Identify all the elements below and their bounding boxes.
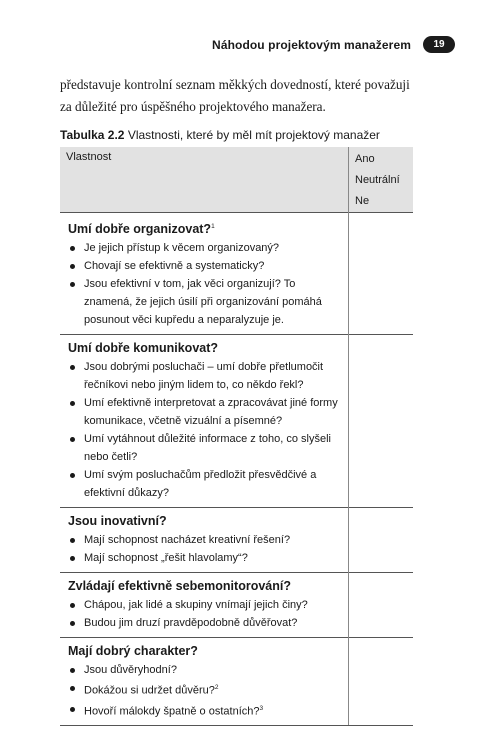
table-caption-label: Tabulka 2.2 — [60, 128, 125, 142]
table-row — [60, 335, 413, 508]
running-title: Náhodou projektovým manažerem — [212, 37, 411, 52]
group-title-text: Umí dobře komunikovat? — [68, 341, 219, 356]
property-cell — [60, 335, 349, 508]
rating-cell — [349, 508, 414, 573]
table-row — [60, 638, 413, 726]
list-item-text: Jsou dobrými posluchači – umí dobře přetlumočit řečníkovi nebo jiným lidem to, co někdo řekl? — [84, 361, 324, 392]
property-cell — [60, 573, 349, 638]
page-number-badge: 19 — [423, 36, 455, 53]
bullet-list — [68, 531, 340, 567]
list-item-text: Budou jim druzí pravděpodobně důvěřovat? — [84, 617, 298, 630]
list-item-text: Mají schopnost nacházet kreativní řešení? — [84, 534, 291, 547]
group-title — [68, 512, 340, 531]
footnote-marker: 1 — [211, 223, 215, 230]
table-row — [60, 573, 413, 638]
list-item — [68, 549, 340, 567]
list-item-text: Je jejich přístup k věcem organizovaný? — [84, 242, 280, 255]
column-header-property: Vlastnost — [60, 147, 349, 213]
property-cell — [60, 508, 349, 573]
table-header-row — [60, 147, 413, 213]
list-item — [68, 614, 340, 632]
list-item-text: Jsou efektivní v tom, jak věci organizují? To znamená, že jejich úsilí při organizování pomáhá posunout věci kupředu a neparalyzuje je. — [84, 278, 322, 327]
bullet-list — [68, 239, 340, 329]
list-item-text: Mají schopnost „řešit hlavolamy“? — [84, 552, 248, 565]
rating-cell — [349, 213, 414, 335]
scale-no: Ne — [355, 195, 370, 207]
footnote-marker: 3 — [259, 704, 264, 712]
rating-cell — [349, 638, 414, 726]
group-title-text: Umí dobře organizovat? — [68, 222, 212, 237]
group-title-text: Mají dobrý charakter? — [68, 644, 198, 659]
intro-paragraph: představuje kontrolní seznam měkkých dovedností, které považuji za důležité pro úspěšného projektového manažera. — [60, 77, 410, 114]
list-item-text: Chápou, jak lidé a skupiny vnímají jejich činy? — [84, 599, 308, 612]
list-item — [68, 430, 340, 466]
group-title-text: Zvládají efektivně sebemonitorování? — [68, 579, 291, 594]
list-item — [68, 661, 340, 679]
table-caption — [60, 128, 420, 142]
list-item — [68, 700, 340, 721]
property-cell — [60, 213, 349, 335]
table-body — [60, 213, 413, 726]
bullet-list — [68, 358, 340, 502]
table-row — [60, 508, 413, 573]
rating-cell — [349, 573, 414, 638]
bullet-list — [68, 596, 340, 632]
scale-yes: Ano — [355, 153, 375, 165]
rating-cell — [349, 335, 414, 508]
table-caption-text: Vlastnosti, které by měl mít projektový manažer — [127, 128, 380, 142]
list-item-text: Umí svým posluchačům předložit přesvědčivé a efektivní důkazy? — [84, 469, 317, 500]
list-item — [68, 257, 340, 275]
running-header — [60, 36, 455, 53]
group-title — [68, 577, 340, 596]
list-item-text: Jsou důvěryhodní? — [84, 664, 177, 677]
group-title — [68, 217, 340, 239]
table-row — [60, 213, 413, 335]
scale-neutral: Neutrální — [355, 174, 400, 186]
list-item — [68, 358, 340, 394]
list-item — [68, 596, 340, 614]
list-item-text: Dokážou si udržet důvěru? — [84, 684, 215, 697]
list-item — [68, 531, 340, 549]
property-cell — [60, 638, 349, 726]
group-title — [68, 642, 340, 661]
list-item-text: Umí vytáhnout důležité informace z toho, co slyšeli nebo četli? — [84, 433, 332, 464]
list-item — [68, 275, 340, 329]
list-item — [68, 679, 340, 700]
properties-table — [60, 147, 413, 726]
footnote-marker: 2 — [214, 684, 219, 692]
list-item — [68, 466, 340, 502]
group-title — [68, 339, 340, 358]
list-item-text: Umí efektivně interpretovat a zpracovávat jiné formy komunikace, včetně vizuální a písemné? — [84, 397, 338, 428]
column-header-scale — [349, 147, 414, 213]
list-item — [68, 394, 340, 430]
list-item-text: Chovají se efektivně a systematicky? — [84, 260, 265, 273]
bullet-list — [68, 661, 340, 720]
group-title-text: Jsou inovativní? — [68, 514, 167, 529]
list-item — [68, 239, 340, 257]
list-item-text: Hovoří málokdy špatně o ostatních? — [84, 705, 260, 718]
